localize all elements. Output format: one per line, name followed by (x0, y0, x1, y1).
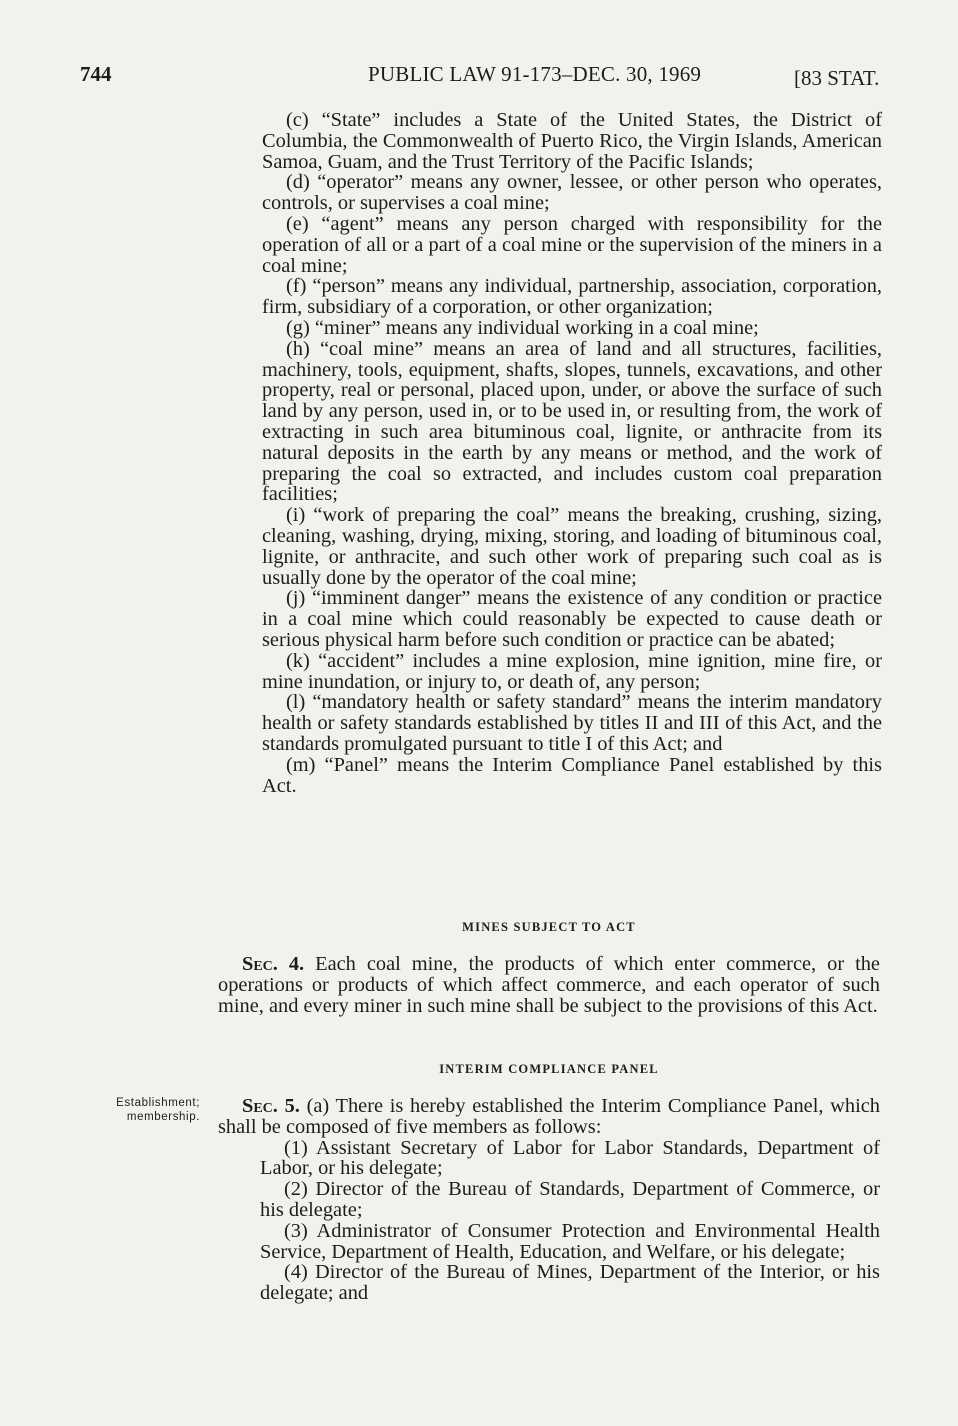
section-4-paragraph (218, 954, 880, 1016)
page-header (60, 58, 890, 92)
section-5-heading-wrap (218, 1062, 880, 1077)
definition-g: (g) “miner” means any individual working in a coal mine; (286, 316, 759, 339)
definition-l: (l) “mandatory health or safety standard” means the interim mandatory health or safety standards established by titles II and III of this Act, and the standards promulgated pursuant to title I of this Act; and (262, 691, 882, 755)
definition-i: (i) “work of preparing the coal” means the breaking, crushing, sizing, cleaning, washing, drying, mixing, storing, and loading of bituminous coal, lignite, or anthracite, and such other work of preparing such coal as is usually done by the operator of the coal mine; (262, 504, 882, 589)
section-5-paragraph (218, 1096, 880, 1138)
section-5-item-3: (3) Administrator of Consumer Protection and Environmental Health Service, Department of Health, Education, and Welfare, or his delegate; (260, 1219, 880, 1263)
section-4 (218, 954, 880, 1016)
margin-note (72, 1096, 200, 1124)
margin-note-line-2: membership. (126, 1111, 200, 1123)
section-5 (218, 1096, 880, 1304)
section-5-text: (a) There is hereby established the Interim Compliance Panel, which shall be composed of five members as follows: (218, 1095, 880, 1138)
definition-c: (c) “State” includes a State of the United States, the District of Columbia, the Commonwealth of Puerto Rico, the Virgin Islands, American Samoa, Guam, and the Trust Territory of the Pacific Islands; (262, 109, 882, 173)
section-5-heading: INTERIM COMPLIANCE PANEL (439, 1062, 659, 1076)
definition-j: (j) “imminent danger” means the existence of any condition or practice in a coal mine which could reasonably be expected to cause death or serious physical harm before such condition or practice can be abated; (262, 587, 882, 651)
section-5-item-4: (4) Director of the Bureau of Mines, Department of the Interior, or his delegate; and (260, 1261, 880, 1305)
definitions-block (262, 110, 882, 796)
section-4-label: Sec. 4. (242, 953, 305, 975)
section-4-text: Each coal mine, the products of which enter commerce, or the operations or products of which affect commerce, and each operator of such mine, and every miner in such mine shall be subject to the provisions of this Act. (218, 953, 880, 1017)
margin-note-line-1: Establishment; (116, 1097, 200, 1109)
section-4-heading: MINES SUBJECT TO ACT (462, 920, 636, 934)
definition-k: (k) “accident” includes a mine explosion, mine ignition, mine fire, or mine inundation, or injury to, or death of, any person; (262, 649, 882, 693)
definition-m: (m) “Panel” means the Interim Compliance Panel established by this Act. (262, 753, 882, 797)
definition-e: (e) “agent” means any person charged with responsibility for the operation of all or a part of a coal mine or the supervision of the miners in a coal mine; (262, 212, 882, 277)
section-4-heading-wrap (218, 920, 880, 935)
section-5-item-1: (1) Assistant Secretary of Labor for Labor Standards, Department of Labor, or his delegate; (260, 1136, 880, 1180)
definition-f: (f) “person” means any individual, partnership, association, corporation, firm, subsidiary of a corporation, or other organization; (262, 275, 882, 319)
section-5-item-2: (2) Director of the Bureau of Standards, Department of Commerce, or his delegate; (260, 1178, 880, 1221)
volume-reference: [83 STAT. (794, 66, 880, 90)
definition-h: (h) “coal mine” means an area of land and all structures, facilities, machinery, tools, equipment, shafts, slopes, tunnels, excavations, and other property, real or personal, placed upon, under, or above the surface of such land by any person, used in, or to be used in, or resulting from, the work of extracting in such area bituminous coal, lignite, or anthracite from its natural deposits in the earth by any means or method, and the work of preparing the coal so extracted, and includes custom coal preparation facilities; (262, 337, 882, 506)
definition-d: (d) “operator” means any owner, lessee, or other person who operates, controls, or supervises a coal mine; (262, 171, 882, 215)
page-number: 744 (80, 62, 112, 86)
running-head: PUBLIC LAW 91-173–DEC. 30, 1969 (368, 62, 702, 86)
section-5-label: Sec. 5. (242, 1095, 300, 1117)
